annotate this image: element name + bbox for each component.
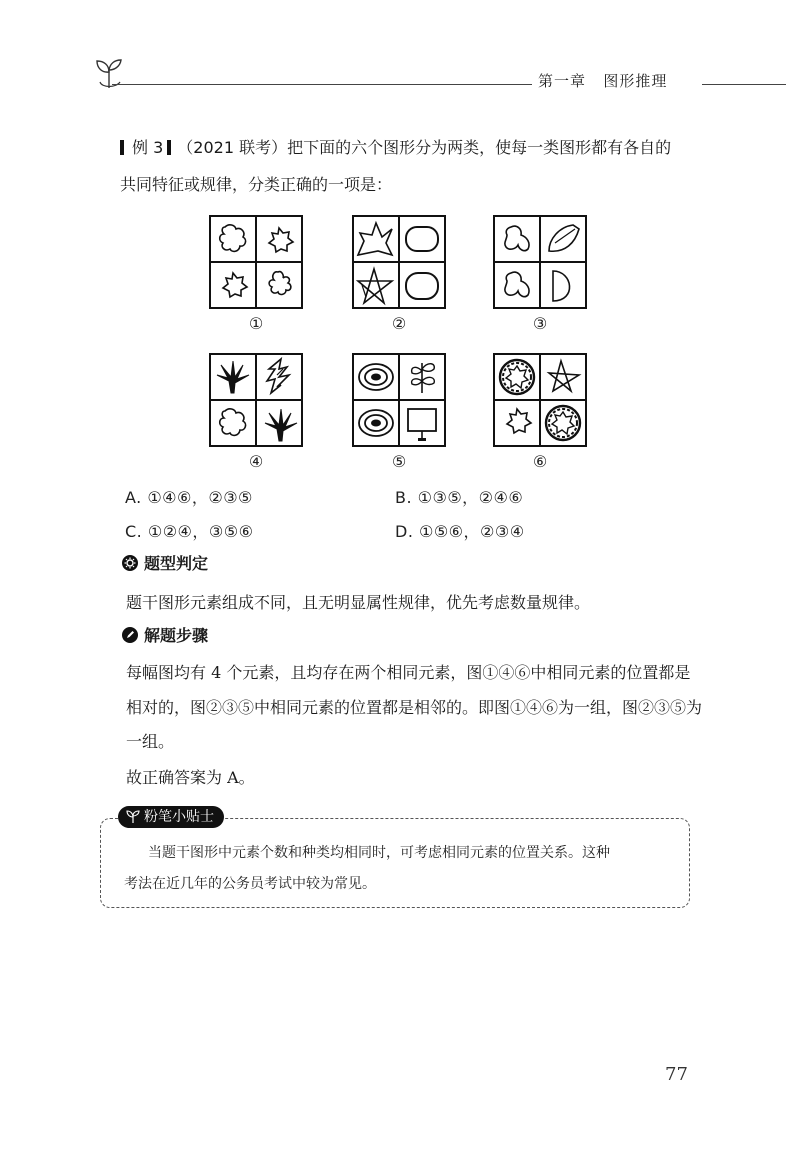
option-b[interactable]: B. ①③⑤，②④⑥ [395, 488, 524, 507]
page-number: 77 [665, 1064, 688, 1085]
judgment-text: 题干图形元素组成不同，且无明显属性规律，优先考虑数量规律。 [126, 593, 591, 612]
chapter-number: 第一章 [538, 72, 587, 90]
judgment-title: 题型判定 [144, 554, 209, 573]
figure-3 [493, 215, 587, 309]
tip-title: 粉笔小贴士 [144, 809, 214, 825]
steps-title: 解题步骤 [144, 626, 209, 645]
option-d[interactable]: D. ①⑤⑥，②③④ [395, 522, 525, 541]
figure-1 [209, 215, 303, 309]
steps-line-1: 每幅图均有 4 个元素，且均存在两个相同元素，图①④⑥中相同元素的位置都是 [126, 663, 691, 682]
pencil-icon [122, 627, 138, 643]
figure-4-label: ④ [248, 452, 264, 471]
option-a[interactable]: A. ①④⑥，②③⑤ [125, 488, 253, 507]
tip-line-2: 考法在近几年的公务员考试中较为常见。 [124, 876, 376, 892]
label-bar-right [167, 140, 171, 155]
figure-6-label: ⑥ [532, 452, 548, 471]
question-line-2 [120, 174, 392, 196]
option-c[interactable]: C. ①②④，③⑤⑥ [125, 522, 254, 541]
figure-4 [209, 353, 303, 447]
steps-line-3: 一组。 [126, 732, 175, 751]
answer-line: 故正确答案为 A。 [126, 768, 255, 787]
chapter-title: 图形推理 [603, 72, 668, 90]
header-rule-left [112, 84, 532, 85]
figure-5-label: ⑤ [391, 452, 407, 471]
question-line-1 [120, 137, 671, 159]
figure-3-label: ③ [532, 314, 548, 333]
header-rule-right [702, 84, 786, 85]
figure-1-label: ① [248, 314, 264, 333]
judgment-heading [122, 551, 208, 574]
example-label: 例 3 [132, 138, 164, 157]
question-source: （2021 联考） [177, 138, 288, 157]
tip-badge [118, 806, 224, 828]
figure-5 [352, 353, 446, 447]
sun-icon [122, 555, 138, 571]
chapter-heading [538, 70, 667, 91]
figure-6 [493, 353, 587, 447]
steps-line-2: 相对的，图②③⑤中相同元素的位置都是相邻的。即图①④⑥为一组，图②③⑤为 [126, 698, 703, 717]
tip-box [100, 818, 690, 908]
tip-line-1: 当题干图形中元素个数和种类均相同时，可考虑相同元素的位置关系。这种 [148, 845, 610, 861]
question-text-1: 把下面的六个图形分为两类，使每一类图形都有各自的 [287, 138, 672, 157]
figure-2 [352, 215, 446, 309]
question-text-2: 共同特征或规律，分类正确的一项是： [120, 175, 393, 194]
sprout-badge-icon [126, 810, 140, 824]
steps-heading [122, 623, 208, 646]
label-bar-left [120, 140, 124, 155]
figure-2-label: ② [391, 314, 407, 333]
